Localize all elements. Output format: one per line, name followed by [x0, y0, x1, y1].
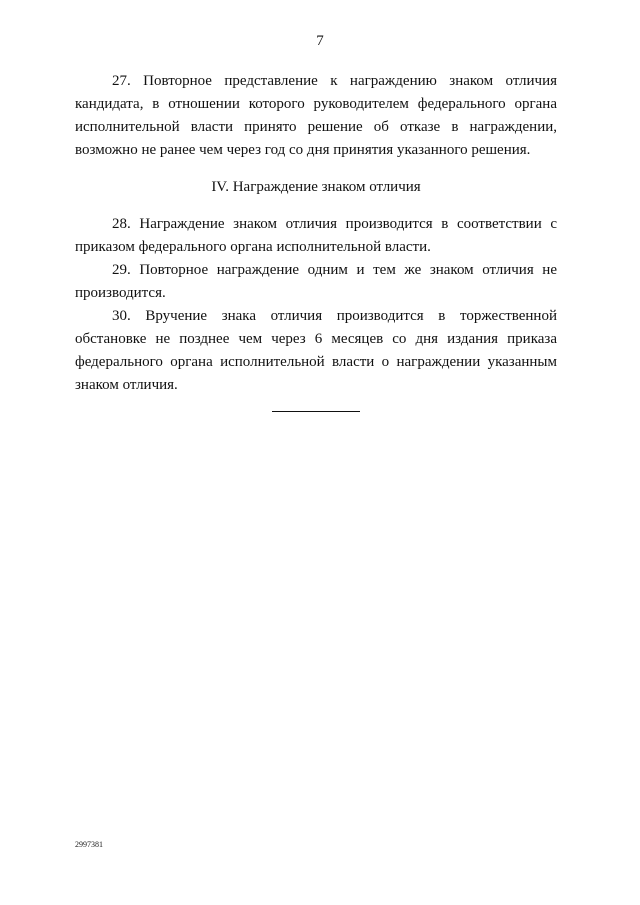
- paragraph-29: 29. Повторное награждение одним и тем же знаком отличия не производится.: [75, 262, 557, 301]
- paragraph-30: 30. Вручение знака отличия производится в торжественной обстановке не позднее чем через 6 месяцев со дня издания приказа федерального органа исполнительной власти о награждении указанным знаком отличия.: [75, 308, 557, 393]
- paragraph-28: 28. Награждение знаком отличия производится в соответствии с приказом федерального органа исполнительной власти.: [75, 216, 557, 255]
- document-code: 2997381: [75, 840, 103, 849]
- end-of-document-rule: [272, 411, 360, 412]
- page-number: 7: [316, 33, 324, 49]
- document-body: [75, 70, 557, 397]
- section-heading: IV. Награждение знаком отличия: [211, 179, 421, 195]
- paragraph-27: 27. Повторное представление к награждению знаком отличия кандидата, в отношении которого руководителем федерального органа исполнительной власти принято решение об отказе в награждении, возможно не ранее чем через год со дня принятия указанного решения.: [75, 73, 557, 158]
